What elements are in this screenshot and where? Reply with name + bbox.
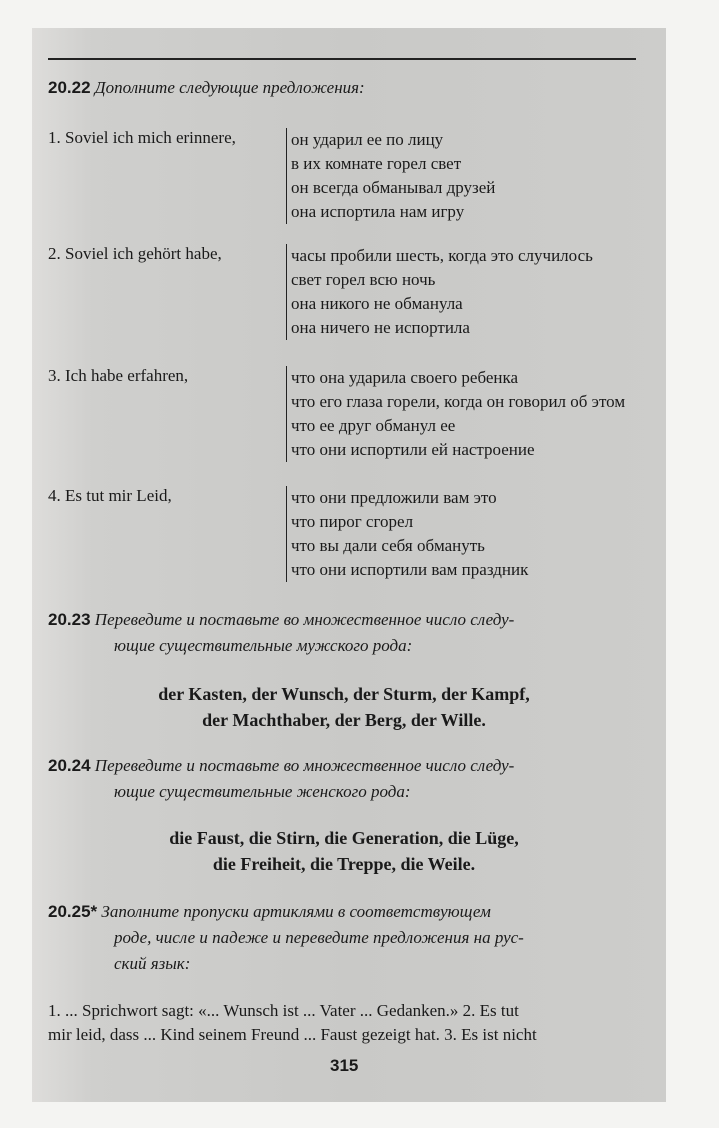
exercise-instruction: Заполните пропуски артиклями в соответствующем — [101, 902, 491, 921]
option: что пирог сгорел — [291, 512, 414, 531]
exercise-20-23-heading — [48, 608, 514, 632]
word-list-line: die Freiheit, die Treppe, die Weile. — [212, 854, 476, 874]
exercise-20-22-heading — [48, 76, 365, 100]
option-list — [286, 244, 593, 340]
sentence-lead: 2. Soviel ich gehört habe, — [48, 244, 222, 263]
exercise-text-line: mir leid, dass ... Kind seinem Freund ... Faust gezeigt hat. 3. Es ist nicht — [48, 1025, 537, 1044]
exercise-instruction-cont: ющие существительные женского рода: — [114, 782, 411, 801]
exercise-instruction-cont: роде, числе и падеже и переведите предложения на рус- — [114, 928, 524, 947]
option: что ее друг обманул ее — [291, 416, 456, 435]
exercise-20-24-heading — [48, 754, 514, 778]
word-list-line: der Machthaber, der Berg, der Wille. — [202, 710, 486, 730]
option: часы пробили шесть, когда это случилось — [291, 246, 593, 265]
top-rule — [48, 58, 636, 60]
exercise-number: 20.22 — [48, 78, 91, 97]
option: что они испортили ей настроение — [291, 440, 535, 459]
option: что они испортили вам праздник — [291, 560, 529, 579]
exercise-instruction-cont: ский язык: — [114, 954, 191, 973]
option: она испортила нам игру — [291, 202, 465, 221]
option-list — [286, 366, 625, 462]
option-list — [286, 486, 528, 582]
option: она никого не обманула — [291, 294, 463, 313]
word-list-line: die Faust, die Stirn, die Generation, die Lüge, — [169, 828, 519, 848]
sentence-lead: 1. Soviel ich mich erinnere, — [48, 128, 236, 147]
sentence-lead: 3. Ich habe erfahren, — [48, 366, 189, 385]
exercise-number: 20.23 — [48, 610, 91, 629]
word-list-line: der Kasten, der Wunsch, der Sturm, der Kampf, — [158, 684, 530, 704]
exercise-instruction: Дополните следующие предложения: — [94, 78, 365, 97]
option: он ударил ее по лицу — [291, 130, 444, 149]
exercise-number: 20.25* — [48, 902, 98, 921]
option: что вы дали себя обмануть — [291, 536, 485, 555]
option: что она ударила своего ребенка — [291, 368, 519, 387]
option: свет горел всю ночь — [291, 270, 436, 289]
option: она ничего не испортила — [291, 318, 470, 337]
option: что его глаза горели, когда он говорил об этом — [291, 392, 626, 411]
exercise-instruction: Переведите и поставьте во множественное число следу- — [94, 610, 515, 629]
exercise-number: 20.24 — [48, 756, 91, 775]
option: в их комнате горел свет — [291, 154, 462, 173]
exercise-20-25-heading — [48, 900, 491, 924]
exercise-text-line: 1. ... Sprichwort sagt: «... Wunsch ist ... Vater ... Gedanken.» 2. Es tut — [48, 1001, 519, 1020]
sentence-lead: 4. Es tut mir Leid, — [48, 486, 172, 505]
option-list — [286, 128, 495, 224]
option: что они предложили вам это — [291, 488, 497, 507]
exercise-instruction-cont: ющие существительные мужского рода: — [114, 636, 413, 655]
option: он всегда обманывал друзей — [291, 178, 496, 197]
book-page — [48, 58, 640, 1088]
exercise-instruction: Переведите и поставьте во множественное число следу- — [94, 756, 515, 775]
page-number: 315 — [330, 1056, 359, 1075]
